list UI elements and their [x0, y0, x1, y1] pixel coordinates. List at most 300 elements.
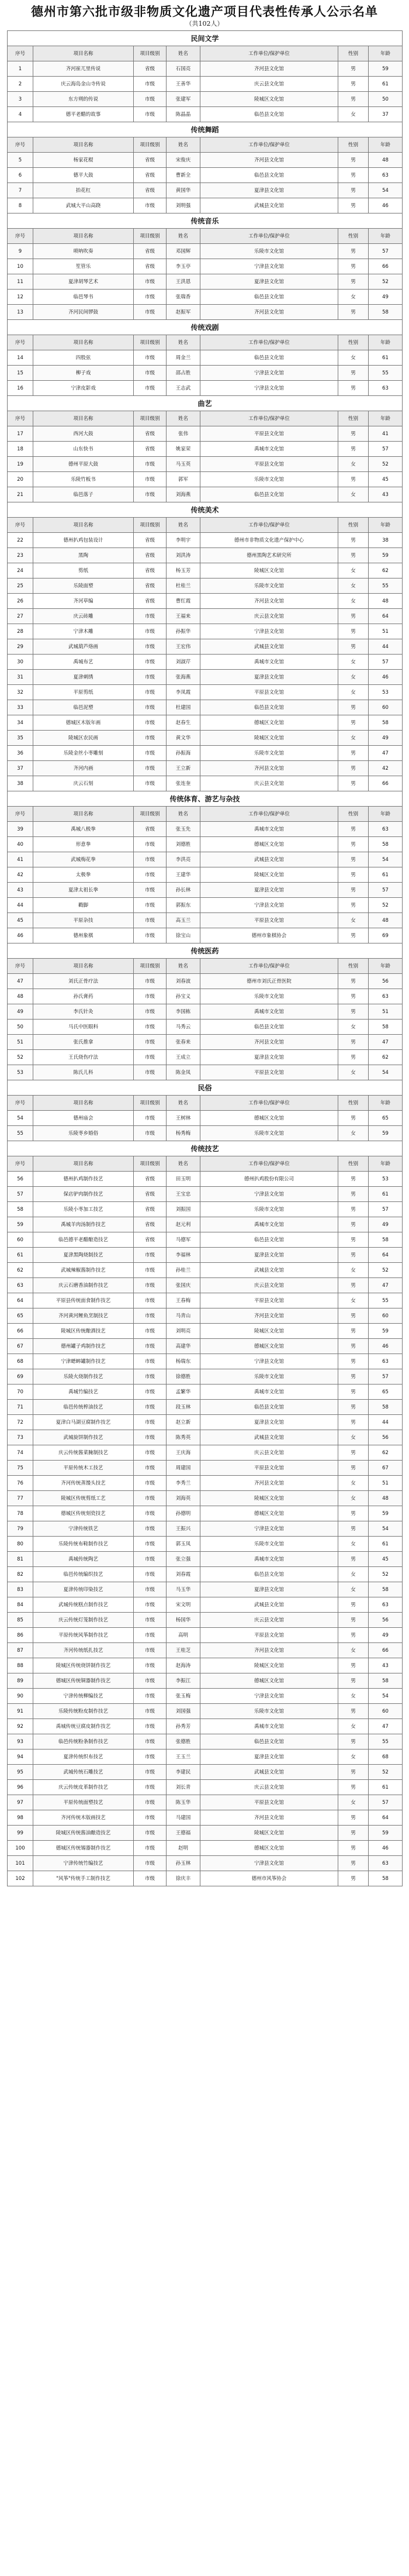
col-gender: 男	[338, 700, 369, 715]
col-level: 省级	[134, 442, 167, 457]
header-cell: 性别	[338, 229, 369, 244]
col-level: 市级	[134, 898, 167, 913]
col-name: 陈玉华	[167, 1795, 200, 1810]
col-unit: 齐河县文化馆	[200, 761, 338, 776]
header-cell: 性别	[338, 807, 369, 822]
header-cell: 项目级别	[134, 518, 167, 533]
col-index: 96	[8, 1780, 33, 1795]
col-project-name: 陵城区传统剪纸工艺	[33, 1491, 134, 1506]
col-name: 徐德胜	[167, 1369, 200, 1385]
col-project-name: 平原县传统面食制作技艺	[33, 1293, 134, 1308]
col-project-name: 德州象棋	[33, 928, 134, 943]
representatives-table	[7, 30, 403, 1886]
col-gender: 男	[338, 366, 369, 381]
table-row	[8, 183, 403, 198]
col-gender: 男	[338, 898, 369, 913]
col-index: 53	[8, 1065, 33, 1080]
col-gender: 男	[338, 1871, 369, 1886]
col-index: 86	[8, 1628, 33, 1643]
col-project-name: 武城传统糕点制作技艺	[33, 1597, 134, 1613]
col-level: 省级	[134, 1172, 167, 1187]
col-unit: 德州市象棋协会	[200, 928, 338, 943]
col-level: 市级	[134, 1552, 167, 1567]
col-unit: 齐河县文化馆	[200, 1643, 338, 1658]
col-gender: 男	[338, 883, 369, 898]
table-row	[8, 1430, 403, 1445]
table-row	[8, 639, 403, 655]
col-index: 41	[8, 852, 33, 867]
col-age: 46	[369, 198, 403, 213]
col-unit: 宁津县文化馆	[200, 1521, 338, 1537]
header-cell: 序号	[8, 1156, 33, 1172]
col-index: 102	[8, 1871, 33, 1886]
col-project-name: 宁津传统铁艺	[33, 1521, 134, 1537]
table-row	[8, 563, 403, 578]
col-project-name: 德州庙会	[33, 1111, 134, 1126]
col-level: 市级	[134, 77, 167, 92]
col-level: 市级	[134, 1750, 167, 1765]
table-row	[8, 1445, 403, 1461]
header-cell: 项目名称	[33, 335, 134, 350]
col-index: 101	[8, 1856, 33, 1871]
table-row	[8, 1020, 403, 1035]
col-gender: 女	[338, 350, 369, 366]
col-gender: 男	[338, 1050, 369, 1065]
col-level: 市级	[134, 1050, 167, 1065]
col-name: 李国栋	[167, 1004, 200, 1020]
table-row	[8, 1871, 403, 1886]
col-level: 市级	[134, 624, 167, 639]
col-index: 67	[8, 1339, 33, 1354]
col-level: 市级	[134, 1126, 167, 1141]
col-index: 5	[8, 153, 33, 168]
header-cell: 姓名	[167, 1156, 200, 1172]
col-age: 61	[369, 867, 403, 883]
col-name: 郭玉凤	[167, 1537, 200, 1552]
col-unit: 平原县文化馆	[200, 1065, 338, 1080]
header-cell: 项目名称	[33, 137, 134, 153]
col-level: 市级	[134, 107, 167, 122]
header-row	[8, 1156, 403, 1172]
col-level: 市级	[134, 1035, 167, 1050]
col-index: 7	[8, 183, 33, 198]
header-cell: 年龄	[369, 137, 403, 153]
col-project-name: 德城区传统铜器制作技艺	[33, 1673, 134, 1689]
col-project-name: 庆云传统灯笼制作技艺	[33, 1613, 134, 1628]
col-name: 刘淑芹	[167, 655, 200, 670]
category-title: 传统舞蹈	[8, 122, 403, 137]
col-age: 66	[369, 259, 403, 274]
col-age: 43	[369, 1658, 403, 1673]
col-gender: 男	[338, 1324, 369, 1339]
col-gender: 男	[338, 1841, 369, 1856]
col-level: 市级	[134, 381, 167, 396]
table-row	[8, 533, 403, 548]
table-row	[8, 989, 403, 1004]
col-level: 省级	[134, 1187, 167, 1202]
col-name: 赵立新	[167, 1415, 200, 1430]
col-project-name: 武城旋饼制作技艺	[33, 1430, 134, 1445]
table-row	[8, 913, 403, 928]
col-gender: 男	[338, 928, 369, 943]
col-age: 55	[369, 578, 403, 594]
col-unit: 临邑县文化馆	[200, 1020, 338, 1035]
col-age: 54	[369, 852, 403, 867]
col-age: 59	[369, 1506, 403, 1521]
col-project-name: 乐陵小枣加工技艺	[33, 1202, 134, 1217]
col-level: 市级	[134, 913, 167, 928]
col-unit: 陵城区文化馆	[200, 1658, 338, 1673]
col-level: 市级	[134, 685, 167, 700]
col-level: 市级	[134, 1841, 167, 1856]
col-index: 61	[8, 1248, 33, 1263]
col-gender: 男	[338, 852, 369, 867]
header-cell: 项目名称	[33, 1156, 134, 1172]
table-row	[8, 1567, 403, 1582]
col-project-name: 禹城八极拳	[33, 822, 134, 837]
col-age: 66	[369, 776, 403, 791]
col-gender: 女	[338, 1476, 369, 1491]
table-row	[8, 776, 403, 791]
table-row	[8, 1050, 403, 1065]
col-level: 市级	[134, 1339, 167, 1354]
col-project-name: 禹城羊肉汤制作技艺	[33, 1217, 134, 1232]
table-row	[8, 381, 403, 396]
col-name: 孟繁华	[167, 1385, 200, 1400]
col-level: 市级	[134, 883, 167, 898]
col-name: 马玉英	[167, 457, 200, 472]
header-cell: 项目名称	[33, 46, 134, 61]
col-age: 64	[369, 1248, 403, 1263]
col-name: 杨瑞东	[167, 1354, 200, 1369]
col-unit: 齐河县文化馆	[200, 594, 338, 609]
table-row	[8, 1035, 403, 1050]
col-gender: 男	[338, 1765, 369, 1780]
col-gender: 男	[338, 1506, 369, 1521]
col-name: 孙振海	[167, 746, 200, 761]
col-unit: 平原县文化馆	[200, 1461, 338, 1476]
col-gender: 男	[338, 259, 369, 274]
table-row	[8, 61, 403, 77]
col-gender: 男	[338, 198, 369, 213]
col-name: 高玉兰	[167, 913, 200, 928]
col-name: 刘德胜	[167, 837, 200, 852]
col-unit: 德州扒鸡股份有限公司	[200, 1172, 338, 1187]
col-age: 59	[369, 1324, 403, 1339]
col-index: 2	[8, 77, 33, 92]
col-gender: 女	[338, 685, 369, 700]
col-index: 19	[8, 457, 33, 472]
col-gender: 女	[338, 1719, 369, 1734]
col-age: 66	[369, 1643, 403, 1658]
col-level: 市级	[134, 1567, 167, 1582]
col-index: 83	[8, 1582, 33, 1597]
col-unit: 德城区文化馆	[200, 1841, 338, 1856]
table-row	[8, 1278, 403, 1293]
col-gender: 男	[338, 274, 369, 290]
table-row	[8, 1324, 403, 1339]
col-age: 59	[369, 1826, 403, 1841]
col-index: 17	[8, 426, 33, 442]
col-age: 59	[369, 61, 403, 77]
header-cell: 年龄	[369, 46, 403, 61]
col-index: 65	[8, 1308, 33, 1324]
col-index: 80	[8, 1537, 33, 1552]
header-cell: 性别	[338, 46, 369, 61]
table-row	[8, 1643, 403, 1658]
col-name: 张德胜	[167, 1734, 200, 1750]
col-project-name: 武城传统石雕技艺	[33, 1765, 134, 1780]
col-level: 市级	[134, 1004, 167, 1020]
header-cell: 项目级别	[134, 1096, 167, 1111]
col-level: 省级	[134, 259, 167, 274]
col-project-name: 柳子戏	[33, 366, 134, 381]
table-row	[8, 1582, 403, 1597]
col-age: 43	[369, 487, 403, 502]
col-unit: 禹城市文化馆	[200, 1552, 338, 1567]
col-index: 59	[8, 1217, 33, 1232]
table-row	[8, 1689, 403, 1704]
col-unit: 临邑县文化馆	[200, 1400, 338, 1415]
col-index: 55	[8, 1126, 33, 1141]
col-gender: 男	[338, 974, 369, 989]
col-gender: 男	[338, 92, 369, 107]
col-index: 43	[8, 883, 33, 898]
header-cell: 性别	[338, 335, 369, 350]
col-gender: 女	[338, 457, 369, 472]
col-name: 王玉兰	[167, 1750, 200, 1765]
col-age: 46	[369, 1339, 403, 1354]
col-level: 市级	[134, 1415, 167, 1430]
col-age: 55	[369, 1734, 403, 1750]
table-row	[8, 77, 403, 92]
col-project-name: 太极拳	[33, 867, 134, 883]
col-age: 57	[369, 1202, 403, 1217]
col-age: 65	[369, 1385, 403, 1400]
table-row	[8, 1065, 403, 1080]
header-cell: 性别	[338, 1156, 369, 1172]
col-level: 省级	[134, 1217, 167, 1232]
header-cell: 序号	[8, 807, 33, 822]
col-index: 9	[8, 244, 33, 259]
category-row	[8, 122, 403, 137]
col-level: 市级	[134, 867, 167, 883]
col-unit: 庆云县文化馆	[200, 1445, 338, 1461]
col-gender: 男	[338, 1035, 369, 1050]
col-index: 79	[8, 1521, 33, 1537]
col-age: 58	[369, 1871, 403, 1886]
col-unit: 禹城市文化馆	[200, 442, 338, 457]
col-name: 杨玉芳	[167, 563, 200, 578]
col-gender: 女	[338, 1126, 369, 1141]
header-cell: 项目级别	[134, 46, 167, 61]
col-gender: 女	[338, 563, 369, 578]
col-name: 王德福	[167, 1826, 200, 1841]
col-project-name: 庆云石磨香油制作技艺	[33, 1278, 134, 1293]
col-unit: 夏津县文化馆	[200, 1415, 338, 1430]
col-project-name: 陵城区传统烧饼制作技艺	[33, 1658, 134, 1673]
header-cell: 工作单位/保护单位	[200, 807, 338, 822]
col-project-name: 武城辣椒酱制作技艺	[33, 1263, 134, 1278]
col-name: 邓国辉	[167, 244, 200, 259]
col-gender: 女	[338, 1795, 369, 1810]
table-row	[8, 153, 403, 168]
col-project-name: 宁津传统柳编技艺	[33, 1689, 134, 1704]
col-age: 58	[369, 1232, 403, 1248]
col-age: 56	[369, 974, 403, 989]
col-level: 市级	[134, 1385, 167, 1400]
col-project-name: 平原杂技	[33, 913, 134, 928]
col-gender: 男	[338, 1369, 369, 1385]
col-unit: 夏津县文化馆	[200, 1248, 338, 1263]
col-age: 56	[369, 1430, 403, 1445]
col-project-name: 庆云石刻	[33, 776, 134, 791]
col-name: 宋文明	[167, 1597, 200, 1613]
col-name: 李凤霞	[167, 685, 200, 700]
col-gender: 男	[338, 1004, 369, 1020]
col-project-name: 陵城区传统酱油酿造技艺	[33, 1826, 134, 1841]
document-page	[7, 0, 402, 1886]
col-project-name: 庆云海岛金山寺传说	[33, 77, 134, 92]
col-name: 王庆海	[167, 1445, 200, 1461]
col-level: 市级	[134, 715, 167, 731]
col-gender: 男	[338, 381, 369, 396]
table-row	[8, 1856, 403, 1871]
col-project-name: 德州罐子鸡制作技艺	[33, 1339, 134, 1354]
table-row	[8, 837, 403, 852]
table-row	[8, 1810, 403, 1826]
col-level: 市级	[134, 837, 167, 852]
col-project-name: 临邑落子	[33, 487, 134, 502]
col-level: 市级	[134, 457, 167, 472]
col-unit: 德州市风筝协会	[200, 1871, 338, 1886]
col-gender: 男	[338, 639, 369, 655]
header-cell: 工作单位/保护单位	[200, 335, 338, 350]
col-unit: 禹城市文化馆	[200, 1719, 338, 1734]
header-cell: 工作单位/保护单位	[200, 959, 338, 974]
header-cell: 序号	[8, 335, 33, 350]
col-project-name: 杨家花棍	[33, 153, 134, 168]
col-gender: 女	[338, 1750, 369, 1765]
table-row	[8, 1385, 403, 1400]
col-unit: 武城县文化馆	[200, 1597, 338, 1613]
category-title: 传统技艺	[8, 1141, 403, 1156]
category-row	[8, 1141, 403, 1156]
col-unit: 乐陵市文化馆	[200, 244, 338, 259]
col-name: 孙长林	[167, 883, 200, 898]
col-unit: 宁津县文化馆	[200, 381, 338, 396]
category-row	[8, 943, 403, 959]
col-unit: 临邑县文化馆	[200, 1734, 338, 1750]
col-name: 刘洪涛	[167, 548, 200, 563]
col-level: 市级	[134, 198, 167, 213]
col-age: 58	[369, 837, 403, 852]
col-index: 15	[8, 366, 33, 381]
col-unit: 庆云县文化馆	[200, 1613, 338, 1628]
header-row	[8, 137, 403, 153]
col-gender: 女	[338, 1582, 369, 1597]
col-age: 51	[369, 624, 403, 639]
col-gender: 女	[338, 1263, 369, 1278]
header-row	[8, 807, 403, 822]
col-project-name: 宁津蟋蟀罐制作技艺	[33, 1354, 134, 1369]
col-unit: 乐陵市文化馆	[200, 1369, 338, 1385]
col-name: 黄国华	[167, 183, 200, 198]
col-project-name: 东方朔的传说	[33, 92, 134, 107]
col-name: 宋俊庆	[167, 153, 200, 168]
col-unit: 乐陵市文化馆	[200, 578, 338, 594]
table-row	[8, 350, 403, 366]
col-unit: 临邑县文化馆	[200, 487, 338, 502]
col-project-name: 庆云传统酱菜腌制技艺	[33, 1445, 134, 1461]
col-name: 刘明亮	[167, 1324, 200, 1339]
col-age: 38	[369, 533, 403, 548]
header-cell: 年龄	[369, 807, 403, 822]
col-project-name: 王氏烧伤疗法	[33, 1050, 134, 1065]
col-gender: 男	[338, 548, 369, 563]
col-gender: 女	[338, 1567, 369, 1582]
col-index: 52	[8, 1050, 33, 1065]
col-level: 市级	[134, 1780, 167, 1795]
col-index: 13	[8, 305, 33, 320]
col-name: 马德军	[167, 1232, 200, 1248]
col-level: 市级	[134, 1324, 167, 1339]
col-gender: 女	[338, 107, 369, 122]
col-project-name: 山东快书	[33, 442, 134, 457]
col-unit: 临邑县文化馆	[200, 107, 338, 122]
col-name: 邵占胜	[167, 366, 200, 381]
col-name: 李振江	[167, 1673, 200, 1689]
col-name: 杜桂兰	[167, 578, 200, 594]
col-name: 王成立	[167, 1050, 200, 1065]
col-index: 72	[8, 1415, 33, 1430]
col-name: 杨秀梅	[167, 1126, 200, 1141]
col-age: 61	[369, 1780, 403, 1795]
col-name: 张立强	[167, 1552, 200, 1567]
col-name: 王宝忠	[167, 1187, 200, 1202]
col-gender: 男	[338, 1400, 369, 1415]
col-project-name: 临邑泥塑	[33, 700, 134, 715]
col-age: 47	[369, 1719, 403, 1734]
col-index: 23	[8, 548, 33, 563]
col-index: 35	[8, 731, 33, 746]
col-name: 杨国华	[167, 1613, 200, 1628]
col-unit: 庆云县文化馆	[200, 77, 338, 92]
col-index: 100	[8, 1841, 33, 1856]
col-index: 28	[8, 624, 33, 639]
header-cell: 姓名	[167, 959, 200, 974]
col-level: 市级	[134, 1293, 167, 1308]
col-project-name: 庆云砖雕	[33, 609, 134, 624]
col-unit: 宁津县文化馆	[200, 1689, 338, 1704]
table-row	[8, 1719, 403, 1734]
header-cell: 序号	[8, 411, 33, 426]
col-gender: 男	[338, 472, 369, 487]
col-project-name: 孙氏膏药	[33, 989, 134, 1004]
category-row	[8, 502, 403, 518]
col-project-name: 乐陵传统粉皮制作技艺	[33, 1704, 134, 1719]
col-index: 88	[8, 1658, 33, 1673]
col-age: 54	[369, 1065, 403, 1080]
col-level: 市级	[134, 366, 167, 381]
col-unit: 宁津县文化馆	[200, 898, 338, 913]
col-gender: 女	[338, 1430, 369, 1445]
col-index: 51	[8, 1035, 33, 1050]
col-level: 市级	[134, 670, 167, 685]
col-unit: 临邑县文化馆	[200, 700, 338, 715]
col-name: 王宏伟	[167, 639, 200, 655]
col-name: 李玉亭	[167, 259, 200, 274]
